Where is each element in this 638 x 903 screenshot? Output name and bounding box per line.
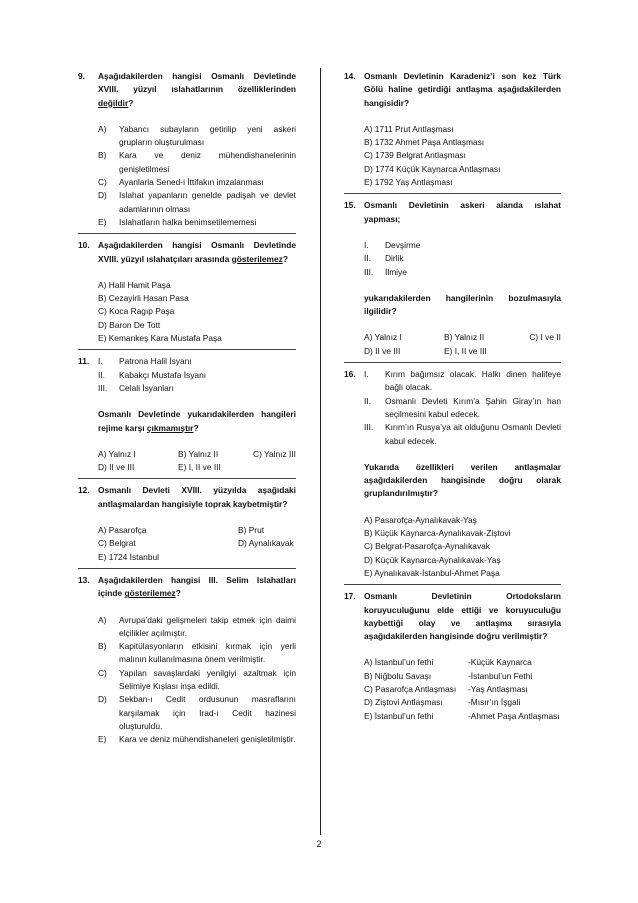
question-number: 11. (78, 356, 90, 367)
option-a[interactable]: A) Yalnız I (98, 448, 136, 459)
separator-rule (78, 568, 296, 569)
option-b[interactable]: B) Kapitülasyonların etkisini kırmak için yerli malının kullanılmasına önem verilmiştir. (98, 641, 296, 665)
answer-row-2 (364, 345, 561, 358)
option-c[interactable]: C) Ayanlarla Sened-i İttifakın imzalanması (98, 177, 264, 188)
roman-item-3: III. Celali İsyanları (98, 382, 174, 393)
question-number: 10. (78, 240, 90, 251)
option-d[interactable]: D) Küçük Kaynarca-Aynalıkavak-Yaş (364, 554, 501, 565)
option-b[interactable]: B) Niğbolu Savaşı -İstanbul’un Fethi (364, 670, 533, 681)
option-e[interactable]: E) 1792 Yaş Antlaşması (364, 177, 453, 188)
separator-rule (344, 362, 561, 363)
question-number: 17. (344, 591, 356, 602)
option-d[interactable]: D) Ziştovi Antlaşması -Mısır’ın İşgali (364, 697, 521, 708)
option-c[interactable]: C) Yapılan savaşlardaki yenilgiyi azaltmak için Selimiye Kışlası inşa edildi. (98, 667, 296, 691)
option-c[interactable]: C) 1739 Belgrat Antlaşması (364, 150, 466, 161)
option-c[interactable]: C) Belgrat (98, 538, 136, 549)
option-b[interactable]: B) Prut (238, 525, 265, 536)
option-e[interactable]: E) 1724 İstanbul (98, 551, 159, 562)
right-column (344, 70, 561, 723)
separator-rule (78, 233, 296, 234)
option-e[interactable]: E) I, II ve III (444, 345, 487, 356)
option-b[interactable]: B) Cezayirli Hasan Pasa (98, 293, 189, 304)
answer-options (98, 614, 296, 747)
option-a[interactable]: A) Yabancı subayların getirilip yeni askeri grupların oluşturulması (98, 123, 296, 148)
roman-item-1: I. Kırım bağımsız olacak. Halkı dinen halifeye bağlı olacak. (364, 369, 561, 393)
question-10 (78, 239, 296, 350)
question-stem: Aşağıdakilerden hangisi Osmanlı Devletinde XVIII. yüzyıl ıslahatlarının özelliklerinden değildir? (98, 71, 296, 108)
option-e[interactable]: E) Kemankeş Kara Mustafa Paşa (98, 333, 222, 344)
left-column (78, 70, 296, 746)
option-a[interactable]: A) Pasarofça (98, 525, 147, 536)
separator-rule (78, 349, 296, 350)
roman-item-1: I. Patrona Halil İsyanı (98, 356, 192, 367)
option-c[interactable]: C) Yalnız III (253, 448, 296, 459)
question-number: 14. (344, 71, 356, 81)
option-b[interactable]: B) Küçük Kaynarca-Aynalıkavak-Ziştovi (364, 528, 511, 539)
option-a[interactable]: A) Pasarofça-Aynalıkavak-Yaş (364, 514, 477, 525)
option-d[interactable]: D) Aynalıkavak (238, 538, 294, 549)
question-17 (344, 590, 561, 723)
option-e[interactable]: E) Kara ve deniz mühendishaneleri genişletilmiştir. (98, 734, 296, 745)
question-stem: Osmanlı Devletinin Ortodoksların koruyuculuğunu elde ettiği ve koruyuculuğu kaybettiği olay ve antlaşma sırasıyla aşağıdakilerden hangisinde doğru verilmiştir? (364, 591, 561, 642)
question-stem: Yukarıda özellikleri verilen antlaşmalar aşağıdakilerden hangisinde doğru olarak gruplandırılmıştır? (364, 461, 561, 499)
option-a[interactable]: A) İstanbul’un fethi -Küçük Kaynarca (364, 657, 532, 668)
option-b[interactable]: B) Yalnız II (444, 332, 485, 343)
option-a[interactable]: A) Avrupa’daki gelişmeleri takip etmek için daimi elçilikler açılmıştır. (98, 614, 296, 638)
option-a[interactable]: A) Halil Hamit Paşa (98, 279, 171, 290)
question-16 (344, 368, 561, 585)
roman-item-2: II. Osmanlı Devleti Kırım’a Şahin Giray’ın han seçilmesini kabul edecek. (364, 395, 561, 419)
option-e[interactable]: E) I, II ve III (178, 462, 221, 473)
answer-options (364, 123, 561, 194)
question-stem: Osmanlı Devletinin Karadeniz’i son kez Türk Gölü haline getirdiği antlaşma aşağıdakilerden hangisidir? (364, 71, 561, 108)
question-number: 16. (344, 369, 356, 380)
question-stem-2: yukarıdakilerden hangilerinin bozulmasıyla ilgilidir? (364, 292, 561, 317)
option-c[interactable]: C) Pasarofça Antlaşması -Yaş Antlaşması (364, 683, 528, 694)
option-b[interactable]: B) 1732 Ahmet Paşa Antlaşması (364, 137, 485, 148)
option-e[interactable]: E) Aynalıkavak-İstanbul-Ahmet Paşa (364, 567, 500, 578)
answer-row-1 (98, 448, 296, 461)
column-divider (320, 68, 321, 835)
separator-rule (344, 193, 561, 194)
option-d[interactable]: D) 1774 Küçük Kaynarca Antlaşması (364, 163, 501, 174)
option-e[interactable]: E) İstanbul’un fethi -Ahmet Paşa Antlaşması (364, 710, 560, 721)
option-d[interactable]: D) II ve III (98, 462, 135, 473)
option-a[interactable]: A) Yalnız I (364, 332, 402, 343)
option-b[interactable]: B) Yalnız II (178, 448, 219, 459)
option-b[interactable]: B) Kara ve deniz mühendishanelerinin genişletilmesi (98, 150, 296, 174)
roman-item-1: I. Devşirme (364, 239, 421, 250)
question-stem: Osmanlı Devletinde yukarıdakilerden hangileri rejime karşı çıkmamıştır? (98, 409, 296, 433)
roman-item-3: III. Kırım’ın Rusya’ya ait olduğunu Osmanlı Devleti kabul edecek. (364, 422, 561, 446)
question-15 (344, 199, 561, 363)
question-number: 9. (78, 71, 85, 81)
question-9 (78, 70, 296, 234)
answer-row-1 (364, 331, 561, 344)
question-number: 15. (344, 200, 356, 211)
option-d[interactable]: D) II ve III (364, 345, 401, 356)
roman-item-2: II. Dirlik (364, 253, 404, 264)
question-14 (344, 70, 561, 194)
answer-options (98, 524, 296, 569)
option-e[interactable]: E) Islahatların halka benimsetilememesi (98, 216, 257, 227)
question-11 (78, 355, 296, 479)
answer-options (364, 656, 561, 722)
question-stem: Aşağıdakilerden hangisi Osmanlı Devletinde XVIII. yüzyıl ıslahatçıları arasında gösterilemez? (98, 240, 296, 264)
option-c[interactable]: C) Belgrat-Pasarofça-Aynalıkavak (364, 541, 490, 552)
question-number: 12. (78, 485, 90, 496)
option-d[interactable]: D) Baron De Tott (98, 319, 161, 330)
question-stem: Aşağıdakilerden hangisi III. Selim Islahatları içinde gösterilemez? (98, 574, 296, 599)
page-number: 2 (316, 839, 322, 849)
option-d[interactable]: D) Sekban-ı Cedit ordusunun masraflarını karşılamak için Irad-ı Cedit hazinesi oluşturuldu. (98, 694, 296, 731)
question-number: 13. (78, 574, 90, 585)
option-c[interactable]: C) I ve II (529, 332, 561, 343)
separator-rule (78, 478, 296, 479)
answer-options (98, 123, 296, 229)
answer-row-2 (98, 461, 296, 474)
question-13 (78, 574, 296, 747)
answer-options (98, 279, 296, 345)
roman-item-2: II. Kabakçı Mustafa İsyanı (98, 369, 207, 380)
option-d[interactable]: D) Islahat yapanların genelde padişah ve devlet adamlarının olması (98, 190, 296, 214)
question-stem: Osmanlı Devletinin askeri alanda ıslahat yapması; (364, 200, 561, 224)
option-a[interactable]: A) 1711 Prut Antlaşması (364, 123, 454, 134)
question-12 (78, 484, 296, 568)
question-stem: Osmanlı Devleti XVIII. yüzyılda aşağıdaki antlaşmalardan hangisiyle toprak kaybetmiştir? (98, 485, 296, 509)
roman-item-3: III. İlmiye (364, 266, 407, 277)
separator-rule (344, 584, 561, 585)
option-c[interactable]: C) Koca Ragıp Paşa (98, 306, 175, 317)
